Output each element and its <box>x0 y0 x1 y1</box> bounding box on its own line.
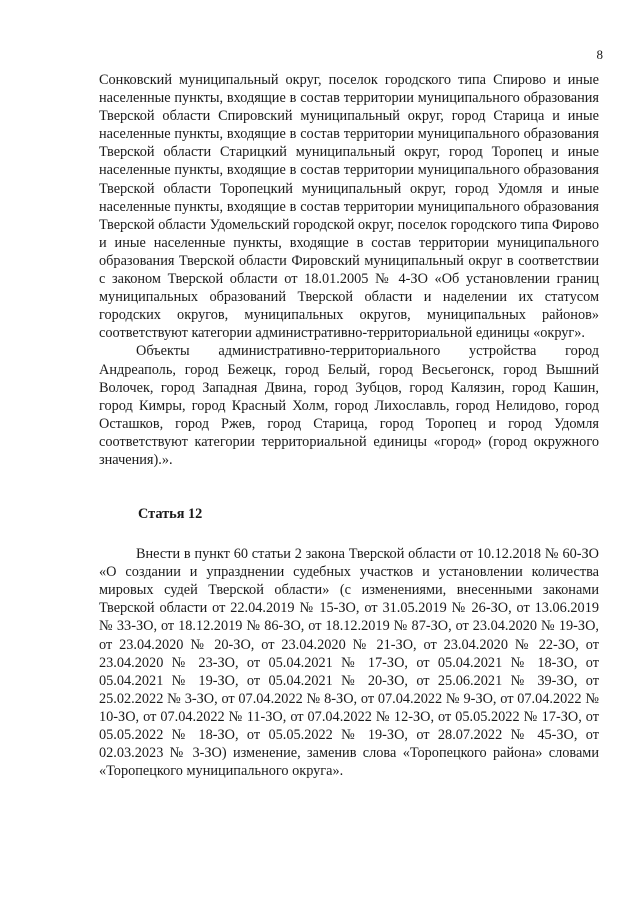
document-body <box>99 71 599 780</box>
paragraph-okrug-list: Сонковский муниципальный округ, поселок городского типа Спирово и иные населенные пункты, входящие в состав территории муниципального образования Тверской области Спировский муниципальный округ, город Старица и иные населенные пункты, входящие в состав территории муниципального образования Тверской области Старицкий муниципальный округ, город Торопец и иные населенные пункты, входящие в состав территории муниципального образования Тверской области Торопецкий муниципальный округ, город Удомля и иные населенные пункты, входящие в состав территории муниципального образования Тверской области Удомельский городской округ, поселок городского типа Фирово и иные населенные пункты, входящие в состав территории муниципального образования Тверской области Фировский муниципальный округ в соответствии с законом Тверской области от 18.01.2005 № 4-ЗО «Об установлении границ муниципальных образований Тверской области и наделении их статусом городских округов, муниципальных округов, муниципальных районов» соответствуют категории административно-территориальной единицы «округ». <box>99 72 599 342</box>
paragraph-city-list: Объекты административно-территориального устройства город Андреаполь, город Бежецк, город Белый, город Весьегонск, город Вышний Волочек, город Западная Двина, город Зубцов, город Калязин, город Кашин, город Кимры, город Красный Холм, город Лихославль, город Нелидово, город Осташков, город Ржев, город Старица, город Торопец и город Удомля соответствуют категории территориальной единицы «город» (город окружного значения).». <box>99 343 599 468</box>
paragraph-amendment: Внести в пункт 60 статьи 2 закона Тверской области от 10.12.2018 № 60-ЗО «О создании и упразднении судебных участков и установлении количества мировых судей Тверской области» (с изменениями, внесенными законами Тверской области от 22.04.2019 № 15-ЗО, от 31.05.2019 № 26-ЗО, от 13.06.2019 № 33-ЗО, от 18.12.2019 № 86-ЗО, от 18.12.2019 № 87-ЗО, от 23.04.2020 № 19-ЗО, от 23.04.2020 № 20-ЗО, от 23.04.2020 № 21-ЗО, от 23.04.2020 № 22-ЗО, от 23.04.2020 № 23-ЗО, от 05.04.2021 № 17-ЗО, от 05.04.2021 № 18-ЗО, от 05.04.2021 № 19-ЗО, от 05.04.2021 № 20-ЗО, от 25.06.2021 № 39-ЗО, от 25.02.2022 № 3-ЗО, от 07.04.2022 № 8-ЗО, от 07.04.2022 № 9-ЗО, от 07.04.2022 № 10-ЗО, от 07.04.2022 № 11-ЗО, от 07.04.2022 № 12-ЗО, от 05.05.2022 № 17-ЗО, от 05.05.2022 № 18-ЗО, от 05.05.2022 № 19-ЗО, от 28.07.2022 № 45-ЗО, от 02.03.2023 № 3-ЗО) изменение, заменив слова «Торопецкого района» словами «Торопецкого муниципального округа». <box>99 546 599 780</box>
page-number: 8 <box>596 47 603 62</box>
article-heading: Статья 12 <box>138 506 203 523</box>
